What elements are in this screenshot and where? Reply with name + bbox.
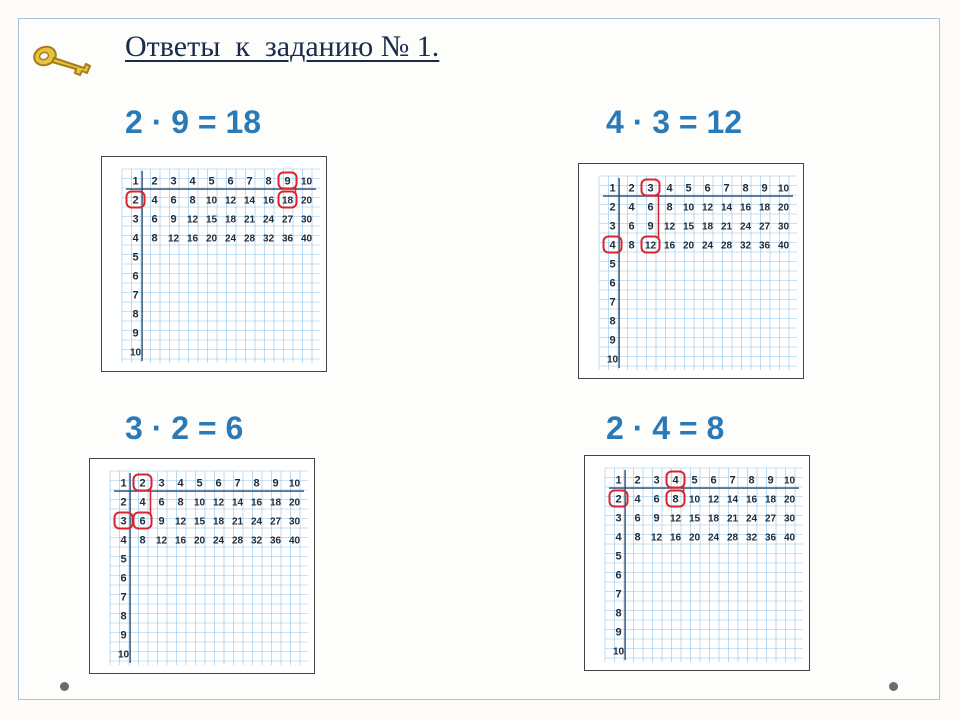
table-header-cell: 6 [710, 474, 717, 487]
table-product-cell: 18 [764, 494, 777, 506]
table-header-cell: 5 [196, 477, 203, 490]
table-product-cell: 21 [720, 221, 733, 233]
table-product-cell: 40 [300, 233, 313, 245]
table-row-label: 8 [609, 315, 616, 328]
table-header-cell: 2 [628, 182, 635, 195]
table-header-cell: 9 [272, 477, 279, 490]
table-product-cell: 24 [212, 535, 225, 547]
table-product-cell: 6 [158, 496, 165, 509]
table-row-label: 5 [132, 251, 139, 264]
table-header-cell: 8 [253, 477, 260, 490]
table-product-cell: 15 [205, 214, 218, 226]
table-product-cell: 28 [243, 233, 256, 245]
table-product-cell: 24 [701, 240, 714, 252]
table-product-cell: 12 [644, 240, 657, 252]
table-row-label: 5 [615, 550, 622, 563]
slide-dot-right [889, 682, 898, 691]
table-row-label: 2 [615, 493, 622, 506]
table-product-cell: 15 [688, 513, 701, 525]
table-product-cell: 28 [720, 240, 733, 252]
table-product-cell: 8 [628, 239, 635, 252]
table-row-label: 7 [132, 289, 139, 302]
key-icon [30, 40, 92, 80]
table-product-cell: 6 [151, 213, 158, 226]
table-product-cell: 32 [739, 240, 752, 252]
table-product-cell: 16 [739, 202, 752, 214]
table-header-cell: 9 [767, 474, 774, 487]
table-row-label: 6 [609, 277, 616, 290]
table-product-cell: 15 [193, 516, 206, 528]
table-row-label: 9 [615, 626, 622, 639]
table-header-cell: 1 [615, 474, 622, 487]
table-product-cell: 4 [139, 496, 146, 509]
table-product-cell: 10 [682, 202, 695, 214]
table-product-cell: 36 [764, 532, 777, 544]
equation-2: 4 · 3 = 12 [606, 104, 743, 140]
table-header-cell: 1 [120, 477, 127, 490]
table-product-cell: 28 [231, 535, 244, 547]
table-product-cell: 21 [243, 214, 256, 226]
multiplication-table-1 [101, 156, 327, 372]
table-header-cell: 8 [742, 182, 749, 195]
table-header-cell: 8 [748, 474, 755, 487]
table-row-label: 7 [609, 296, 616, 309]
table-row-label: 5 [609, 258, 616, 271]
table-header-cell: 4 [189, 175, 196, 188]
table-product-cell: 18 [224, 214, 237, 226]
table-header-cell: 3 [158, 477, 165, 490]
table-header-cell: 6 [215, 477, 222, 490]
table-row-label: 3 [609, 220, 616, 233]
table-row-label: 2 [120, 496, 127, 509]
table-header-cell: 2 [139, 477, 146, 490]
table-row-label: 7 [615, 588, 622, 601]
table-product-cell: 4 [628, 201, 635, 214]
table-row-label: 4 [120, 534, 127, 547]
table-product-cell: 12 [167, 233, 180, 245]
table-header-cell: 1 [132, 175, 139, 188]
table-product-cell: 20 [288, 497, 301, 509]
table-product-cell: 6 [653, 493, 660, 506]
table-row-label: 3 [615, 512, 622, 525]
table-product-cell: 16 [669, 532, 682, 544]
table-product-cell: 36 [281, 233, 294, 245]
table-header-cell: 3 [647, 182, 654, 195]
table-product-cell: 10 [688, 494, 701, 506]
table-product-cell: 32 [262, 233, 275, 245]
table-header-cell: 3 [170, 175, 177, 188]
table-header-cell: 10 [288, 478, 301, 490]
table-product-cell: 18 [269, 497, 282, 509]
table-product-cell: 10 [193, 497, 206, 509]
table-product-cell: 8 [672, 493, 679, 506]
table-product-cell: 4 [634, 493, 641, 506]
table-product-cell: 18 [701, 221, 714, 233]
table-row-label: 10 [129, 347, 142, 359]
table-product-cell: 9 [647, 220, 654, 233]
table-product-cell: 24 [739, 221, 752, 233]
table-row-label: 3 [132, 213, 139, 226]
table-product-cell: 18 [281, 195, 294, 207]
table-product-cell: 6 [628, 220, 635, 233]
table-header-cell: 7 [723, 182, 730, 195]
table-header-cell: 10 [777, 183, 790, 195]
table-product-cell: 32 [745, 532, 758, 544]
page-title: Ответы к заданию № 1. [125, 30, 440, 63]
table-row-label: 6 [132, 270, 139, 283]
table-header-cell: 3 [653, 474, 660, 487]
table-row-label: 4 [609, 239, 616, 252]
multiplication-table-3 [89, 458, 315, 674]
table-product-cell: 16 [186, 233, 199, 245]
table-row-label: 6 [120, 572, 127, 585]
table-product-cell: 21 [231, 516, 244, 528]
table-product-cell: 30 [783, 513, 796, 525]
table-product-cell: 8 [151, 232, 158, 245]
table-product-cell: 12 [186, 214, 199, 226]
table-header-cell: 5 [685, 182, 692, 195]
table-row-label: 9 [120, 629, 127, 642]
table-header-cell: 7 [246, 175, 253, 188]
table-product-cell: 12 [650, 532, 663, 544]
table-header-cell: 4 [672, 474, 679, 487]
table-product-cell: 24 [250, 516, 263, 528]
table-row-label: 9 [609, 334, 616, 347]
table-product-cell: 27 [764, 513, 777, 525]
table-header-cell: 8 [265, 175, 272, 188]
table-product-cell: 16 [250, 497, 263, 509]
table-header-cell: 5 [208, 175, 215, 188]
table-product-cell: 8 [189, 194, 196, 207]
table-header-cell: 7 [729, 474, 736, 487]
table-row-label: 2 [609, 201, 616, 214]
table-product-cell: 6 [139, 515, 146, 528]
table-row-label: 4 [132, 232, 139, 245]
table-product-cell: 9 [158, 515, 165, 528]
table-row-label: 4 [615, 531, 622, 544]
table-product-cell: 27 [758, 221, 771, 233]
table-product-cell: 40 [288, 535, 301, 547]
table-header-cell: 2 [634, 474, 641, 487]
table-product-cell: 20 [688, 532, 701, 544]
table-product-cell: 16 [745, 494, 758, 506]
table-row-label: 10 [117, 649, 130, 661]
table-product-cell: 18 [758, 202, 771, 214]
table-header-cell: 4 [177, 477, 184, 490]
table-product-cell: 18 [707, 513, 720, 525]
table-header-cell: 9 [284, 175, 291, 188]
table-product-cell: 8 [666, 201, 673, 214]
table-row-label: 5 [120, 553, 127, 566]
table-row-label: 2 [132, 194, 139, 207]
table-row-label: 10 [606, 354, 619, 366]
equation-1: 2 · 9 = 18 [125, 104, 262, 140]
table-product-cell: 14 [726, 494, 739, 506]
table-product-cell: 27 [269, 516, 282, 528]
table-row-label: 8 [615, 607, 622, 620]
table-product-cell: 8 [139, 534, 146, 547]
table-product-cell: 6 [634, 512, 641, 525]
table-header-cell: 6 [227, 175, 234, 188]
table-product-cell: 16 [262, 195, 275, 207]
table-product-cell: 14 [243, 195, 256, 207]
table-header-cell: 5 [691, 474, 698, 487]
table-product-cell: 20 [783, 494, 796, 506]
table-product-cell: 32 [250, 535, 263, 547]
table-product-cell: 16 [663, 240, 676, 252]
table-header-cell: 6 [704, 182, 711, 195]
table-product-cell: 12 [701, 202, 714, 214]
table-product-cell: 20 [300, 195, 313, 207]
table-header-cell: 10 [783, 475, 796, 487]
table-product-cell: 12 [663, 221, 676, 233]
table-product-cell: 12 [669, 513, 682, 525]
table-product-cell: 14 [720, 202, 733, 214]
table-product-cell: 27 [281, 214, 294, 226]
table-row-label: 7 [120, 591, 127, 604]
table-product-cell: 18 [212, 516, 225, 528]
table-product-cell: 28 [726, 532, 739, 544]
table-product-cell: 14 [231, 497, 244, 509]
table-product-cell: 36 [758, 240, 771, 252]
table-product-cell: 24 [224, 233, 237, 245]
multiplication-table-2 [578, 163, 804, 379]
table-product-cell: 16 [174, 535, 187, 547]
table-product-cell: 12 [155, 535, 168, 547]
table-product-cell: 12 [174, 516, 187, 528]
table-product-cell: 4 [151, 194, 158, 207]
table-product-cell: 20 [193, 535, 206, 547]
table-product-cell: 8 [634, 531, 641, 544]
table-product-cell: 24 [262, 214, 275, 226]
table-product-cell: 30 [288, 516, 301, 528]
table-row-label: 10 [612, 646, 625, 658]
table-product-cell: 24 [745, 513, 758, 525]
table-row-label: 6 [615, 569, 622, 582]
equation-4: 2 · 4 = 8 [606, 410, 725, 446]
table-product-cell: 20 [777, 202, 790, 214]
table-product-cell: 9 [170, 213, 177, 226]
table-product-cell: 15 [682, 221, 695, 233]
table-product-cell: 30 [777, 221, 790, 233]
table-header-cell: 9 [761, 182, 768, 195]
table-header-cell: 4 [666, 182, 673, 195]
table-product-cell: 30 [300, 214, 313, 226]
slide-dot-left [60, 682, 69, 691]
table-product-cell: 12 [224, 195, 237, 207]
table-product-cell: 8 [177, 496, 184, 509]
multiplication-table-4 [584, 455, 810, 671]
table-row-label: 9 [132, 327, 139, 340]
table-header-cell: 1 [609, 182, 616, 195]
table-header-cell: 10 [300, 176, 313, 188]
table-row-label: 8 [132, 308, 139, 321]
table-product-cell: 12 [707, 494, 720, 506]
table-product-cell: 40 [783, 532, 796, 544]
table-product-cell: 36 [269, 535, 282, 547]
table-product-cell: 24 [707, 532, 720, 544]
table-row-label: 3 [120, 515, 127, 528]
table-row-label: 8 [120, 610, 127, 623]
table-product-cell: 9 [653, 512, 660, 525]
table-product-cell: 40 [777, 240, 790, 252]
table-product-cell: 20 [205, 233, 218, 245]
table-product-cell: 20 [682, 240, 695, 252]
table-header-cell: 7 [234, 477, 241, 490]
table-header-cell: 2 [151, 175, 158, 188]
table-product-cell: 6 [170, 194, 177, 207]
equation-3: 3 · 2 = 6 [125, 410, 244, 446]
table-product-cell: 12 [212, 497, 225, 509]
table-product-cell: 21 [726, 513, 739, 525]
table-product-cell: 6 [647, 201, 654, 214]
table-product-cell: 10 [205, 195, 218, 207]
